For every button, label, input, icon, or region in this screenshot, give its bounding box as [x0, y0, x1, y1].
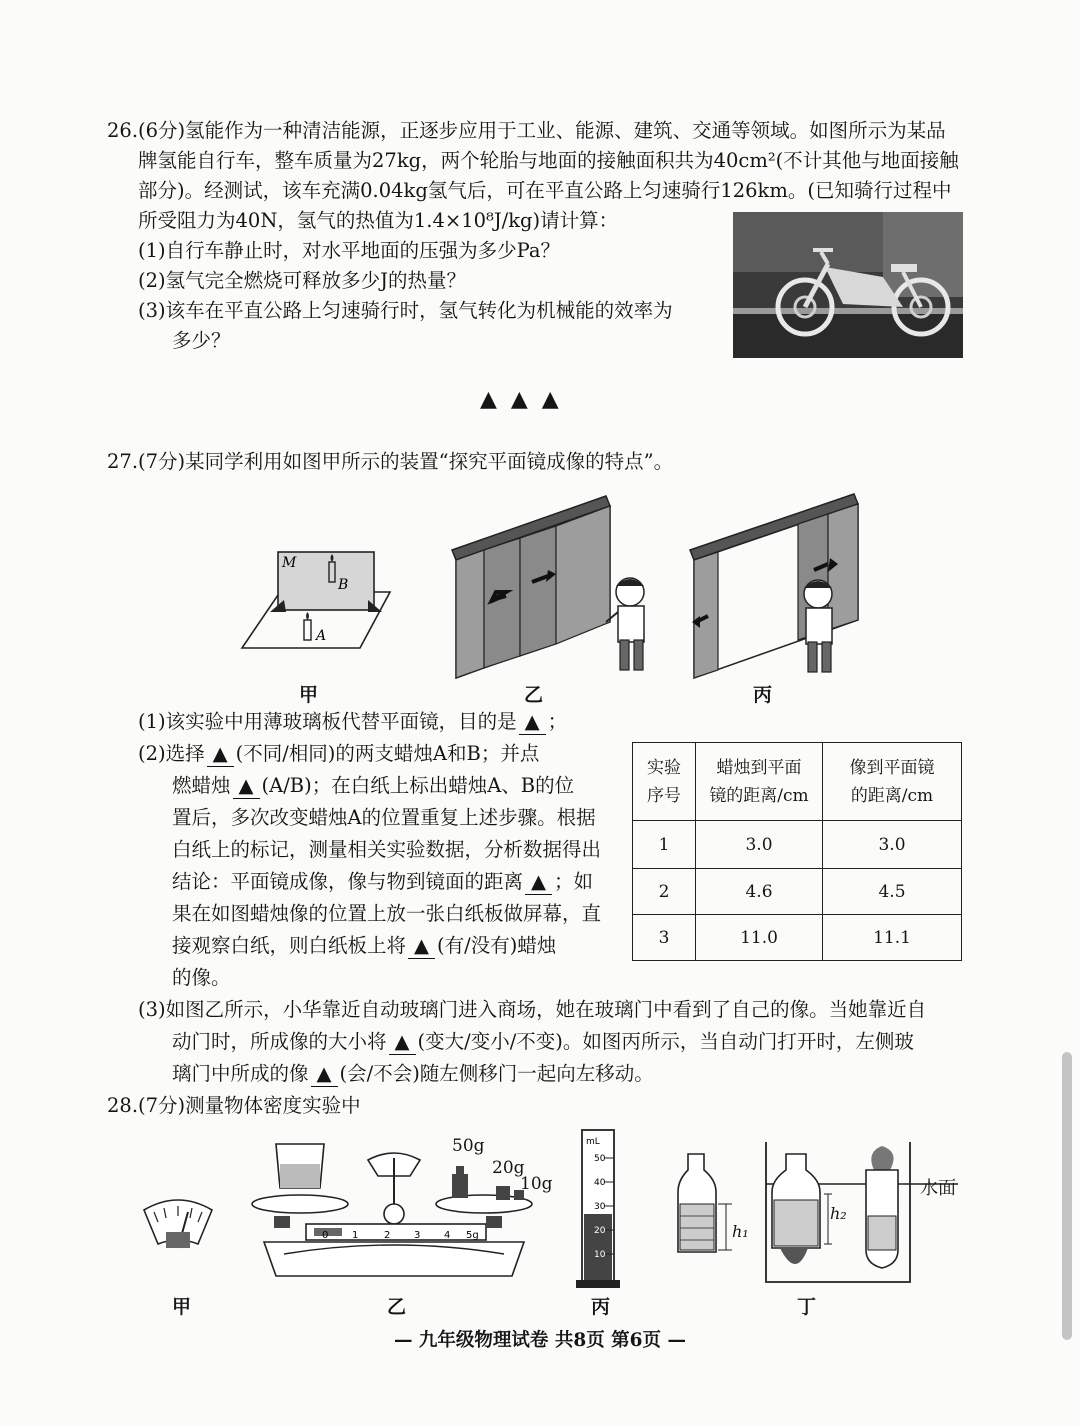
- q26-sub-1: (1)自行车静止时，对水平地面的压强为多少Pa？: [138, 239, 560, 262]
- table-cell: 4.5: [823, 869, 962, 915]
- cylinder-tick: 20: [594, 1226, 606, 1236]
- cylinder-tick: 40: [594, 1178, 606, 1188]
- table-cell: 11.0: [696, 915, 823, 961]
- weight-50g: 50g: [452, 1136, 485, 1156]
- figure-yi-closed-door: [446, 488, 656, 686]
- table-cell: 3.0: [823, 821, 962, 869]
- table-cell: 1: [633, 821, 696, 869]
- caption-ding-28: 丁: [797, 1296, 817, 1318]
- cylinder-tick: 50: [594, 1154, 606, 1164]
- scrollbar-thumb[interactable]: [1062, 1052, 1072, 1340]
- scale-tick: 1: [352, 1230, 359, 1241]
- figure-jia-mirror-setup: [240, 542, 400, 652]
- figure-ding-bottle-tank: [676, 1140, 966, 1290]
- q27-p1: [138, 707, 567, 737]
- table-cell: 11.1: [823, 915, 962, 961]
- q26-sub-2: (2)氢气完全燃烧可释放多少J的热量？: [138, 269, 466, 292]
- cylinder-tick: 30: [594, 1202, 606, 1212]
- q27-p1-text: (1)该实验中用薄玻璃板代替平面镜，目的是: [138, 710, 517, 733]
- table-row: [633, 915, 962, 961]
- q27-p1-end: ；: [547, 710, 568, 733]
- scale-tick: 2: [384, 1230, 391, 1241]
- figure-bing-cylinder: [576, 1128, 624, 1292]
- weight-20g: 20g: [492, 1158, 525, 1178]
- q28-title: 28.(7分)测量物体密度实验中: [107, 1094, 361, 1117]
- q27-p2-line-4: 白纸上的标记，测量相关实验数据，分析数据得出: [172, 838, 602, 861]
- table-row: [633, 821, 962, 869]
- table-cell: 2: [633, 869, 696, 915]
- scale-tick: 3: [414, 1230, 421, 1241]
- table-header-row: [633, 743, 962, 821]
- q27-p2-line-7: 接观察白纸，则白纸板上将 ▲ (有/没有)蜡烛: [172, 934, 557, 957]
- label-m: M: [282, 555, 297, 571]
- table-cell: 3: [633, 915, 696, 961]
- label-b: B: [338, 577, 349, 593]
- scale-tick: 0: [322, 1230, 329, 1241]
- separator-triangles: ▲ ▲ ▲: [480, 387, 559, 412]
- label-h2: h₂: [830, 1204, 847, 1223]
- q26-line-1: 26.(6分)氢能作为一种清洁能源，正逐步应用于工业、能源、建筑、交通等领域。如图所示为某品: [107, 119, 946, 142]
- q27-p2-line-2: 燃蜡烛 ▲ (A/B)；在白纸上标出蜡烛A、B的位: [172, 774, 575, 797]
- caption-jia: 甲: [299, 684, 319, 706]
- table-row: [633, 869, 962, 915]
- table-header-cell: 像到平面镜 的距离/cm: [823, 743, 962, 821]
- answer-blank[interactable]: ▲: [233, 774, 260, 799]
- q27-p3-line-3: 璃门中所成的像 ▲ (会/不会)随左侧移门一起向左移动。: [172, 1062, 654, 1085]
- table-header-cell: 蜡烛到平面 镜的距离/cm: [696, 743, 823, 821]
- q27-p2-line-1: (2)选择 ▲ (不同/相同)的两支蜡烛A和B；并点: [138, 742, 540, 765]
- answer-blank[interactable]: ▲: [311, 1062, 338, 1087]
- experiment-data-table: [632, 742, 962, 961]
- q26-line-3: 部分)。经测试，该车充满0.04kg氢气后，可在平直公路上匀速骑行126km。(已知骑行过程中: [138, 179, 952, 202]
- q27-p2-line-3: 置后，多次改变蜡烛A的位置重复上述步骤。根据: [172, 806, 596, 829]
- caption-yi-28: 乙: [387, 1296, 407, 1318]
- answer-blank[interactable]: ▲: [525, 870, 552, 895]
- q27-p2-line-5: 结论：平面镜成像，像与物到镜面的距离 ▲ ；如: [172, 870, 594, 893]
- q27-p3-line-1: (3)如图乙所示，小华靠近自动玻璃门进入商场，她在玻璃门中看到了自己的像。当她靠近自: [138, 998, 927, 1021]
- label-h1: h₁: [732, 1222, 749, 1241]
- answer-blank[interactable]: ▲: [207, 742, 234, 767]
- caption-bing-28: 丙: [591, 1296, 611, 1318]
- table-cell: 4.6: [696, 869, 823, 915]
- weight-10g: 10g: [520, 1174, 553, 1194]
- cylinder-tick: 10: [594, 1250, 606, 1260]
- table-cell: 3.0: [696, 821, 823, 869]
- q27-title: 27.(7分)某同学利用如图甲所示的装置“探究平面镜成像的特点”。: [107, 450, 674, 473]
- figure-jia-balance-pointer: [138, 1196, 218, 1254]
- scale-tick: 4: [444, 1230, 451, 1241]
- page-footer: — 九年级物理试卷 共8页 第6页 —: [393, 1330, 686, 1351]
- q26-line-2: 牌氢能自行车，整车质量为27kg，两个轮胎与地面的接触面积共为40cm²(不计其他与地面接触: [138, 149, 959, 172]
- answer-blank[interactable]: ▲: [408, 934, 435, 959]
- answer-blank[interactable]: ▲: [389, 1030, 416, 1055]
- q26-sub-3-cont: 多少？: [172, 329, 231, 352]
- q26-line-4: 所受阻力为40N，氢气的热值为1.4×10⁸J/kg)请计算：: [138, 209, 619, 232]
- q26-sub-3: (3)该车在平直公路上匀速骑行时，氢气转化为机械能的效率为: [138, 299, 673, 322]
- figure-bing-open-door: [688, 488, 864, 686]
- label-water-surface: 水面: [920, 1178, 956, 1199]
- caption-bing: 丙: [753, 684, 773, 706]
- scale-tick: 5g: [466, 1230, 479, 1241]
- table-header-cell: 实验 序号: [633, 743, 696, 821]
- caption-jia-28: 甲: [172, 1296, 192, 1318]
- cylinder-unit: mL: [586, 1137, 600, 1147]
- q27-p3-line-2: 动门时，所成像的大小将 ▲ (变大/变小/不变)。如图丙所示，当自动门打开时，左侧玻: [172, 1030, 914, 1053]
- hydrogen-bicycle-photo: [733, 212, 963, 358]
- caption-yi: 乙: [524, 684, 544, 706]
- label-a: A: [316, 628, 327, 644]
- q27-p2-line-6: 果在如图蜡烛像的位置上放一张白纸板做屏幕，直: [172, 902, 602, 925]
- q27-p2-line-8: 的像。: [172, 966, 231, 989]
- answer-blank[interactable]: ▲: [519, 710, 546, 735]
